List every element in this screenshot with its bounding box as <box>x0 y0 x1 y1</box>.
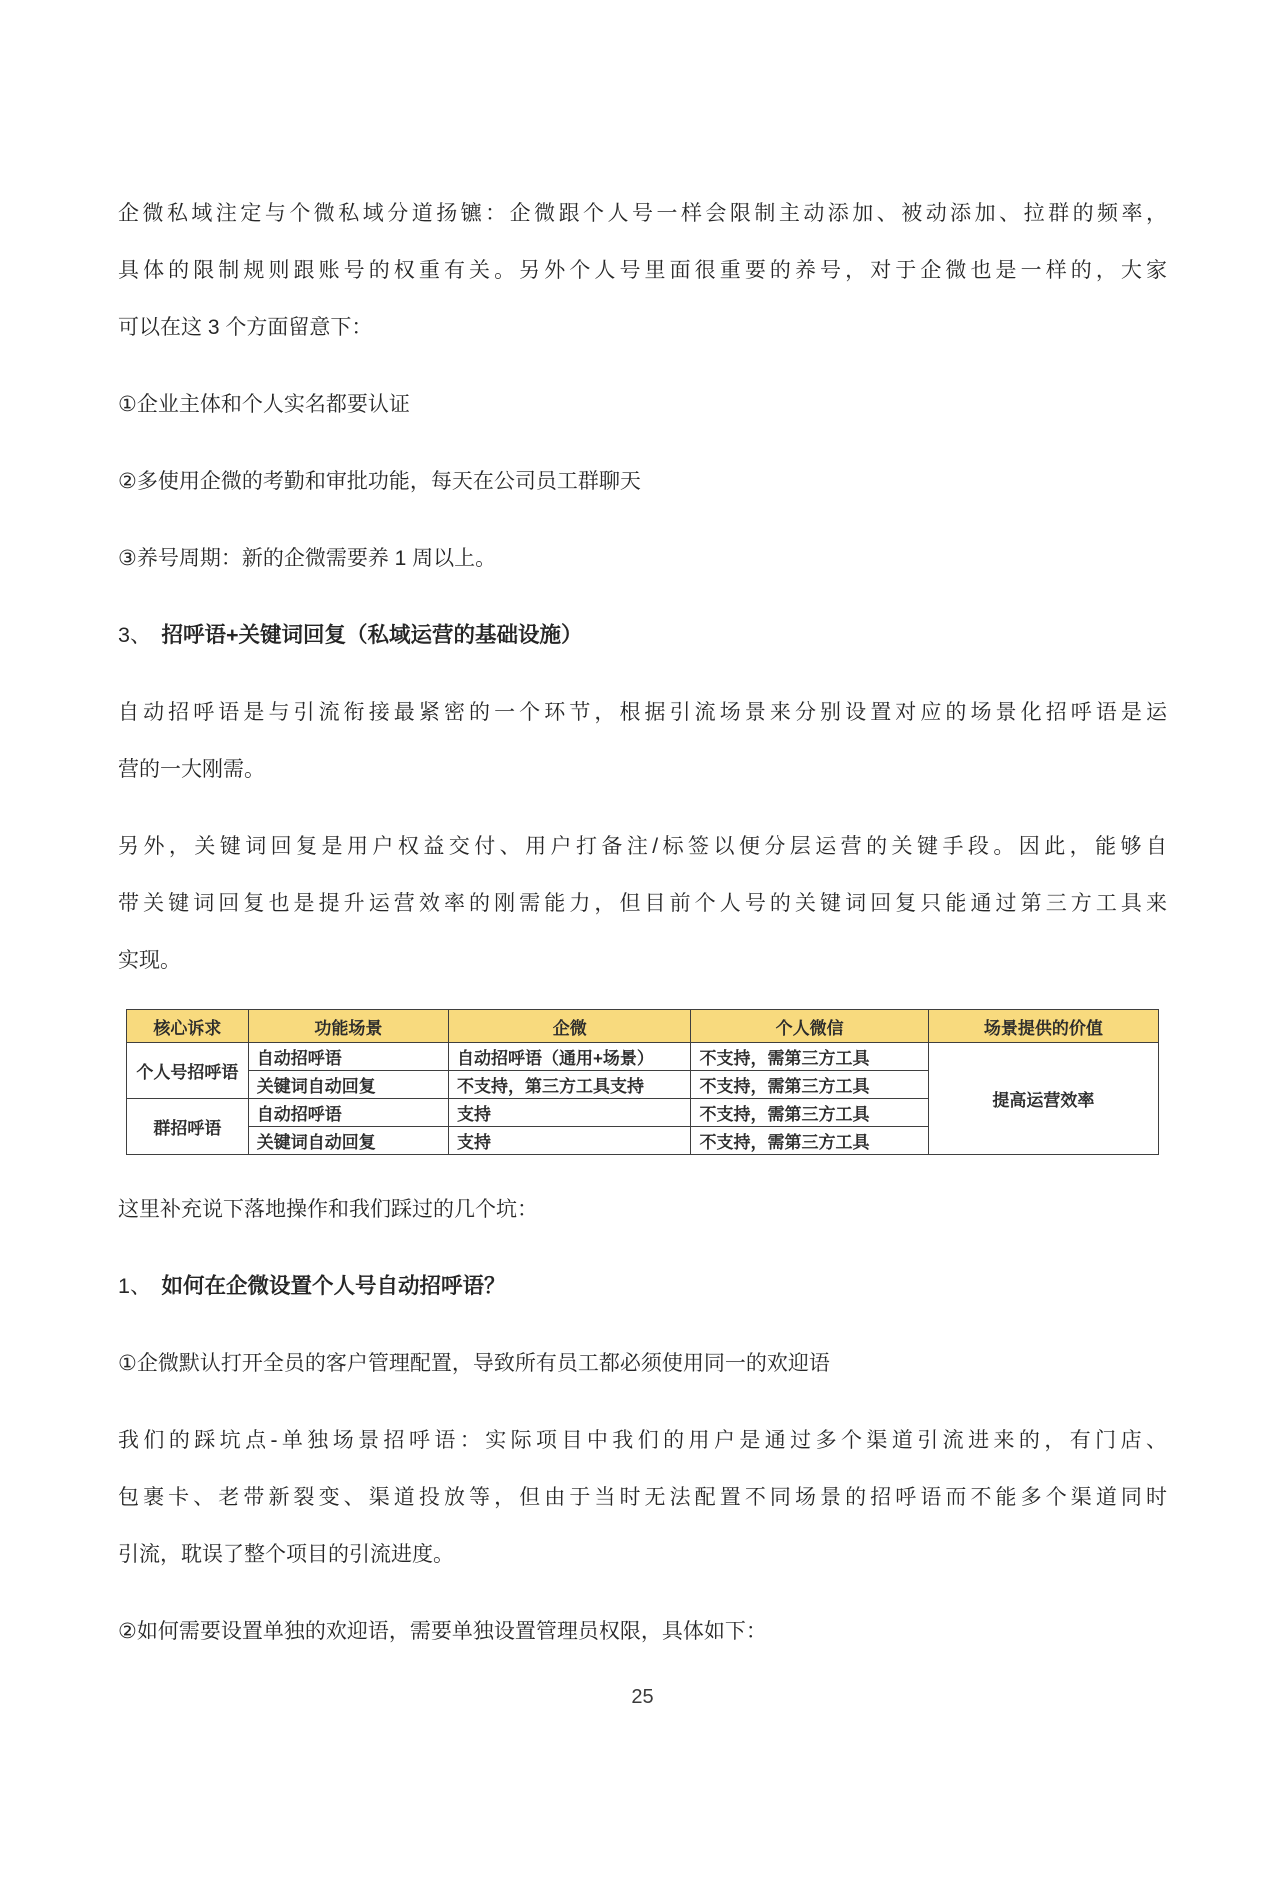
section-heading-howto <box>118 1258 1167 1315</box>
table-cell-scene: 自动招呼语 <box>248 1043 448 1071</box>
section-heading-text: 招呼语+关键词回复（私域运营的基础设施） <box>161 623 583 647</box>
note-item-2: ②如何需要设置单独的欢迎语，需要单独设置管理员权限，具体如下： <box>118 1620 767 1643</box>
paragraph-greeting-line1: 自动招呼语是与引流衔接最紧密的一个环节，根据引流场景来分别设置对应的场景化招呼语是运 <box>118 701 1167 724</box>
section-heading-number: 1、 <box>118 1274 152 1298</box>
table-cell-qiwei: 自动招呼语（通用+场景） <box>448 1043 691 1071</box>
table-cell-personal: 不支持，需第三方工具 <box>691 1127 928 1155</box>
paragraph-pitfall-line3: 引流，耽误了整个项目的引流进度。 <box>118 1543 454 1566</box>
table-header-qiwei: 企微 <box>448 1010 691 1043</box>
table-cell-group-label: 个人号招呼语 <box>127 1043 249 1099</box>
paragraph-keyword-line2: 带关键词回复也是提升运营效率的刚需能力，但目前个人号的关键词回复只能通过第三方工具来 <box>118 892 1167 915</box>
paragraph-intro-line3: 可以在这 3 个方面留意下： <box>118 316 373 339</box>
note-item-1: ①企微默认打开全员的客户管理配置，导致所有员工都必须使用同一的欢迎语 <box>118 1352 830 1375</box>
paragraph-pitfall <box>118 1412 1167 1583</box>
table-header-scene: 功能场景 <box>248 1010 448 1043</box>
page-number: 25 <box>631 1686 654 1708</box>
table-cell-scene: 关键词自动回复 <box>248 1071 448 1099</box>
paragraph-keyword-line3: 实现。 <box>118 949 181 972</box>
table-cell-qiwei: 支持 <box>448 1127 691 1155</box>
paragraph-pitfall-line1: 我们的踩坑点-单独场景招呼语：实际项目中我们的用户是通过多个渠道引流进来的，有门店、 <box>118 1429 1167 1452</box>
table-header-core-need: 核心诉求 <box>127 1010 249 1043</box>
table-cell-personal: 不支持，需第三方工具 <box>691 1071 928 1099</box>
section-heading-number: 3、 <box>118 623 152 647</box>
comparison-table <box>126 1009 1159 1155</box>
paragraph-intro-line2: 具体的限制规则跟账号的权重有关。另外个人号里面很重要的养号，对于企微也是一样的，大家 <box>118 259 1167 282</box>
table-cell-scene: 关键词自动回复 <box>248 1127 448 1155</box>
paragraph-greeting-line2: 营的一大刚需。 <box>118 758 265 781</box>
table-cell-group-label: 群招呼语 <box>127 1099 249 1155</box>
tip-item-3: ③养号周期：新的企微需要养 1 周以上。 <box>118 547 497 570</box>
table-header-row <box>127 1010 1159 1043</box>
section-heading-greeting <box>118 607 1167 664</box>
table-cell-personal: 不支持，需第三方工具 <box>691 1043 928 1071</box>
table-cell-personal: 不支持，需第三方工具 <box>691 1099 928 1127</box>
section-heading-text: 如何在企微设置个人号自动招呼语？ <box>161 1274 506 1298</box>
paragraph-greeting <box>118 684 1167 798</box>
table-cell-qiwei: 支持 <box>448 1099 691 1127</box>
paragraph-keyword <box>118 818 1167 989</box>
tip-item-2: ②多使用企微的考勤和审批功能，每天在公司员工群聊天 <box>118 470 641 493</box>
table-header-personal-wechat: 个人微信 <box>691 1010 928 1043</box>
paragraph-keyword-line1: 另外，关键词回复是用户权益交付、用户打备注/标签以便分层运营的关键手段。因此，能够自 <box>118 835 1167 858</box>
table-row <box>127 1043 1159 1071</box>
paragraph-supplement: 这里补充说下落地操作和我们踩过的几个坑： <box>118 1198 538 1221</box>
paragraph-intro <box>118 185 1167 356</box>
table-cell-qiwei: 不支持，第三方工具支持 <box>448 1071 691 1099</box>
tip-item-1: ①企业主体和个人实名都要认证 <box>118 393 410 416</box>
paragraph-pitfall-line2: 包裹卡、老带新裂变、渠道投放等，但由于当时无法配置不同场景的招呼语而不能多个渠道同时 <box>118 1486 1167 1509</box>
table-header-value: 场景提供的价值 <box>928 1010 1158 1043</box>
table-cell-value: 提高运营效率 <box>928 1043 1158 1155</box>
document-page <box>118 185 1167 1680</box>
paragraph-intro-line1: 企微私域注定与个微私域分道扬镳：企微跟个人号一样会限制主动添加、被动添加、拉群的频率， <box>118 202 1167 225</box>
table-cell-scene: 自动招呼语 <box>248 1099 448 1127</box>
